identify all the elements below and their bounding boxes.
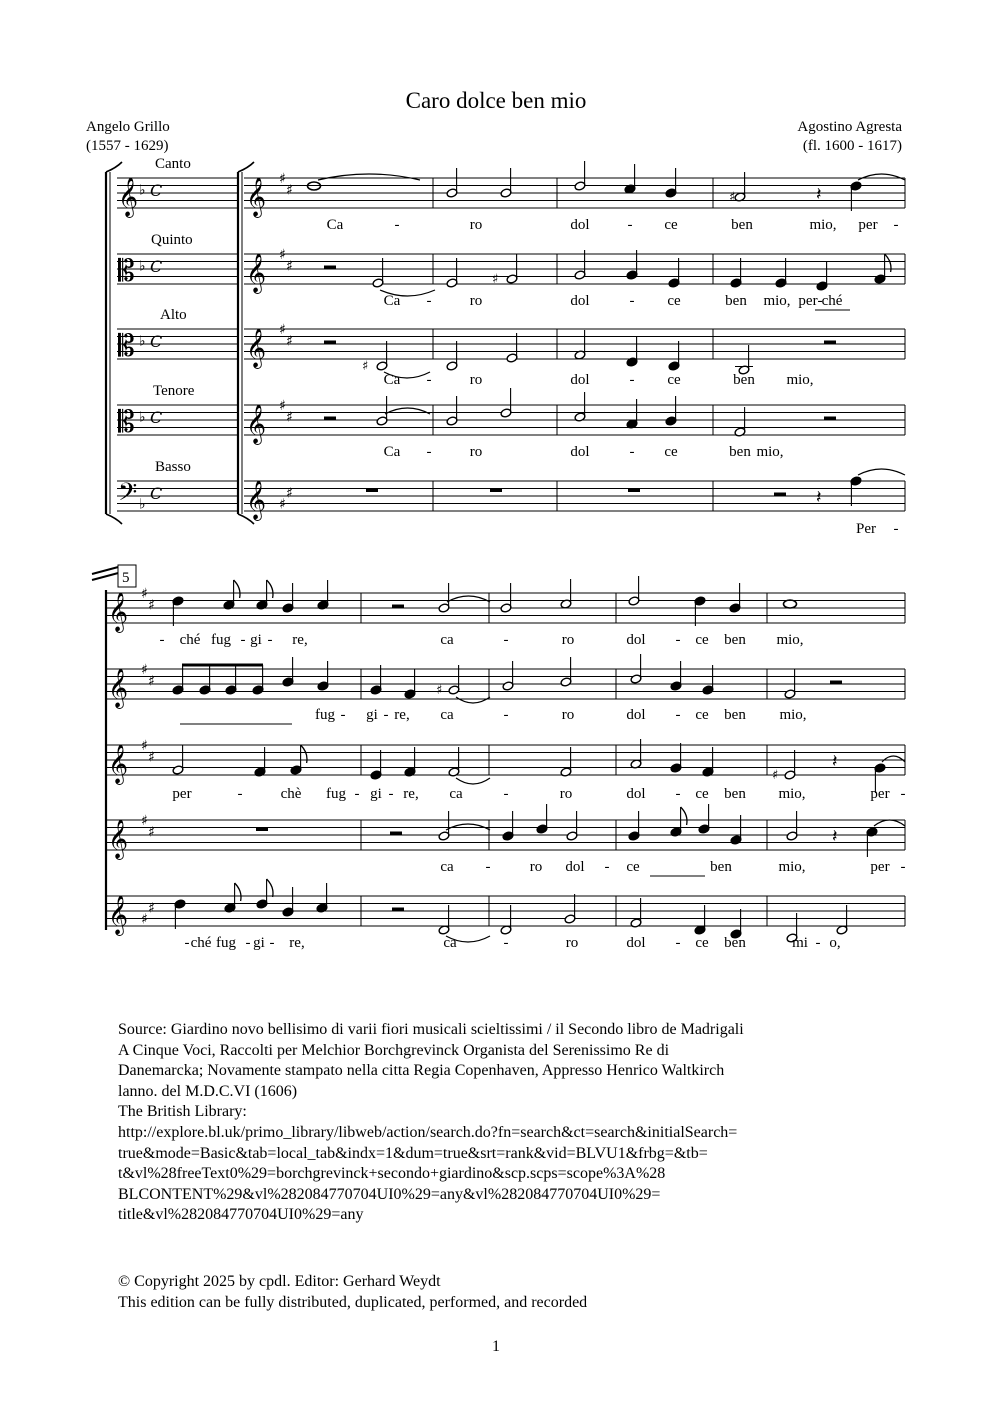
key-flat-icon: ♭ — [139, 409, 146, 426]
tie — [447, 596, 490, 602]
lyric-syllable-alto: Ca — [383, 372, 401, 388]
lyric-syllable-alto: - — [629, 372, 635, 388]
accidental-sharp: ♯ — [362, 359, 369, 374]
half-rest — [390, 832, 402, 836]
half-rest — [774, 493, 786, 497]
lyric-syllable-quinto: - — [340, 707, 346, 723]
lyric-syllable-quinto: ro — [469, 293, 483, 309]
lyric-syllable-canto: ben — [724, 632, 746, 648]
treble-clef-icon: 𝄞 — [246, 253, 267, 293]
key-sharp-icon: ♯ — [148, 749, 155, 766]
lyric-syllable-quinto: ché — [821, 293, 843, 309]
half-rest — [392, 908, 404, 912]
lyric-syllable-tenore: - — [629, 444, 635, 460]
key-flat-icon: ♭ — [139, 258, 146, 275]
lyric-syllable-basso: - — [503, 935, 509, 951]
lyric-syllable-quinto: dol — [570, 293, 590, 309]
lyric-syllable-quinto: ce — [667, 293, 681, 309]
c-clef-icon: 𝄡 — [118, 405, 135, 440]
lyric-syllable-canto: ro — [469, 217, 483, 233]
half-rest — [824, 341, 836, 345]
lyric-syllable-canto: mio, — [776, 632, 804, 648]
note-flag — [267, 580, 273, 598]
lyric-syllable-canto: - — [159, 632, 165, 648]
source-line: Source: Giardino novo bellisimo di varii fiori musicali scieltissimi / il Secondo libro de Madrigali — [118, 1021, 744, 1038]
lyric-syllable-tenore: dol — [565, 859, 585, 875]
lyric-syllable-basso: re, — [289, 935, 305, 951]
lyric-syllable-canto: dol — [570, 217, 590, 233]
lyric-syllable-basso: ro — [565, 935, 579, 951]
measure-number: 5 — [122, 570, 130, 586]
key-sharp-icon: ♯ — [148, 597, 155, 614]
key-sharp-icon: ♯ — [279, 171, 286, 187]
source-url-line: title&vl%282084770704UI0%29=any — [118, 1206, 364, 1224]
lyric-syllable-canto: re, — [292, 632, 308, 648]
half-rest — [824, 417, 836, 421]
time-signature-c: C — [150, 257, 163, 276]
source-url-line: true&mode=Basic&tab=local_tab&indx=1&dum=true&srt=rank&vid=BLVU1&frbg=&tb= — [118, 1144, 708, 1162]
source-line: A Cinque Voci, Raccolti per Melchior Borchgrevinck Organista del Serenissimo Re di — [118, 1041, 670, 1059]
lyric-syllable-basso: - — [184, 935, 190, 951]
lyric-syllable-tenore: ce — [664, 444, 678, 460]
quarter-rest: 𝄽 — [832, 751, 838, 772]
key-sharp-icon: ♯ — [286, 485, 293, 502]
time-signature-c: C — [150, 181, 163, 200]
lyric-syllable-alto: - — [237, 786, 243, 802]
lyric-syllable-canto: - — [675, 632, 681, 648]
lyric-syllable-canto: fug — [211, 632, 231, 648]
composer-dates: (fl. 1600 - 1617) — [802, 138, 902, 154]
lyric-syllable-basso: - — [269, 935, 275, 951]
lyric-syllable-canto: Ca — [326, 217, 344, 233]
whole-rest — [256, 828, 268, 832]
key-sharp-icon: ♯ — [148, 673, 155, 690]
key-flat-icon: ♭ — [139, 333, 146, 350]
lyric-syllable-canto: mio, — [809, 217, 837, 233]
half-rest — [324, 417, 336, 421]
lyric-syllable-canto: - — [267, 632, 273, 648]
lyric-syllable-basso: ché — [190, 935, 212, 951]
lyric-syllable-alto: ca — [449, 786, 463, 802]
lyric-syllable-canto: - — [240, 632, 246, 648]
half-rest — [830, 681, 842, 685]
treble-clef-icon: 𝄞 — [108, 744, 129, 784]
poet-name: Angelo Grillo — [86, 119, 170, 135]
lyric-syllable-quinto: ca — [440, 707, 454, 723]
lyric-syllable-canto: gi — [250, 632, 262, 648]
lyric-syllable-quinto: - — [426, 293, 432, 309]
accidental-sharp: ♯ — [772, 768, 779, 783]
key-sharp-icon: ♯ — [279, 322, 286, 338]
source-url-line: BLCONTENT%29&vl%282084770704UI0%29=any&vl%282084770704UI0%29= — [118, 1185, 661, 1203]
lyric-syllable-quinto: dol — [626, 707, 646, 723]
key-sharp-icon: ♯ — [141, 586, 148, 602]
source-line: Danemarcka; Novamente stampato nella citta Regia Copenhaven, Appresso Henrico Waltkirch — [118, 1062, 725, 1080]
lyric-syllable-canto: - — [503, 632, 509, 648]
source-line: The British Library: — [118, 1103, 247, 1121]
lyric-syllable-basso: - — [893, 521, 899, 537]
lyric-syllable-alto: ro — [559, 786, 573, 802]
key-sharp-icon: ♯ — [286, 258, 293, 275]
treble-clef-icon: 𝄞 — [108, 819, 129, 859]
lyric-syllable-quinto: - — [817, 293, 823, 309]
source-url-line: t&vl%28freeText0%29=borchgrevinck+secondo+giardino&scp.scps=scope%3A%28 — [118, 1165, 666, 1183]
lyric-syllable-tenore: Ca — [383, 444, 401, 460]
key-sharp-icon: ♯ — [279, 247, 286, 263]
lyric-syllable-tenore: ce — [626, 859, 640, 875]
lyric-syllable-basso: dol — [626, 935, 646, 951]
time-signature-c: C — [150, 408, 163, 427]
lyric-syllable-alto: gi — [370, 786, 382, 802]
source-note — [118, 1020, 908, 1226]
lyric-syllable-quinto: ce — [695, 707, 709, 723]
lyric-syllable-quinto: per — [798, 293, 818, 309]
lyric-syllable-alto: - — [503, 786, 509, 802]
lyric-syllable-quinto: - — [503, 707, 509, 723]
lyric-syllable-basso: ben — [724, 935, 746, 951]
lyric-syllable-basso: ca — [443, 935, 457, 951]
poet-dates: (1557 - 1629) — [86, 138, 169, 154]
bass-clef-icon: 𝄢 — [118, 478, 138, 513]
lyric-syllable-tenore: - — [485, 859, 491, 875]
quarter-rest: 𝄽 — [816, 487, 822, 508]
note-flag — [681, 807, 687, 825]
lyric-syllable-tenore: mio, — [756, 444, 784, 460]
c-clef-icon: 𝄡 — [118, 254, 135, 289]
quarter-rest: 𝄽 — [816, 184, 822, 205]
lyric-syllable-basso: - — [815, 935, 821, 951]
lyric-syllable-alto: ben — [724, 786, 746, 802]
lyric-syllable-alto: - — [900, 786, 906, 802]
tie — [456, 697, 490, 703]
tie — [385, 408, 430, 414]
key-sharp-icon: ♯ — [286, 182, 293, 199]
lyric-syllable-alto: mio, — [786, 372, 814, 388]
lyric-syllable-alto: mio, — [778, 786, 806, 802]
lyric-syllable-alto: ro — [469, 372, 483, 388]
lyric-syllable-canto: ché — [179, 632, 201, 648]
lyric-syllable-basso: - — [245, 935, 251, 951]
lyric-syllable-alto: ce — [695, 786, 709, 802]
treble-clef-icon: 𝄞 — [108, 895, 129, 935]
page-number: 1 — [492, 1338, 500, 1355]
lyric-syllable-basso: - — [675, 935, 681, 951]
treble-clef-icon: 𝄞 — [108, 592, 129, 632]
lyric-syllable-canto: dol — [626, 632, 646, 648]
lyric-syllable-tenore: - — [426, 444, 432, 460]
lyric-syllable-quinto: gi — [366, 707, 378, 723]
key-sharp-icon: ♯ — [141, 813, 148, 829]
half-rest — [324, 266, 336, 270]
bracket-hook — [106, 514, 122, 524]
lyric-syllable-quinto: - — [383, 707, 389, 723]
lyric-syllable-alto: re, — [403, 786, 419, 802]
treble-clef-icon: 𝄞 — [246, 177, 267, 217]
tie — [318, 174, 420, 180]
lyric-syllable-tenore: ro — [469, 444, 483, 460]
lyric-syllable-quinto: - — [675, 707, 681, 723]
lyric-syllable-quinto: - — [629, 293, 635, 309]
tie — [858, 469, 905, 475]
lyric-syllable-tenore: ben — [729, 444, 751, 460]
source-url-line: http://explore.bl.uk/primo_library/libweb/action/search.do?fn=search&ct=search&initialSearch= — [118, 1123, 738, 1141]
lyric-syllable-tenore: - — [900, 859, 906, 875]
lyric-syllable-alto: per — [172, 786, 192, 802]
lyric-syllable-quinto: ben — [724, 707, 746, 723]
lyric-syllable-basso: gi — [253, 935, 265, 951]
lyric-syllable-alto: fug — [326, 786, 346, 802]
lyric-syllable-quinto: ro — [561, 707, 575, 723]
time-signature-c: C — [150, 484, 163, 503]
composer-name: Agostino Agresta — [797, 119, 902, 135]
lyric-syllable-tenore: dol — [570, 444, 590, 460]
lyric-syllable-tenore: ben — [710, 859, 732, 875]
quarter-rest: 𝄽 — [832, 826, 838, 847]
lyric-syllable-tenore: - — [604, 859, 610, 875]
lyric-syllable-canto: ce — [664, 217, 678, 233]
key-sharp-icon: ♯ — [141, 662, 148, 678]
lyric-syllable-alto: ben — [733, 372, 755, 388]
note-flag — [235, 883, 241, 901]
copyright-note — [118, 1271, 587, 1313]
lyric-syllable-alto: per — [870, 786, 890, 802]
lyric-syllable-canto: ro — [561, 632, 575, 648]
key-flat-icon: ♭ — [139, 182, 146, 199]
lyric-syllable-tenore: mio, — [778, 859, 806, 875]
whole-rest — [490, 489, 502, 493]
voice-label-alto: Alto — [160, 307, 187, 323]
time-signature-c: C — [150, 332, 163, 351]
lyric-syllable-tenore: ca — [440, 859, 454, 875]
lyric-syllable-basso: mi — [792, 935, 808, 951]
key-sharp-icon: ♯ — [141, 911, 148, 928]
key-sharp-icon: ♯ — [148, 824, 155, 841]
lyric-syllable-quinto: mio, — [779, 707, 807, 723]
lyric-syllable-basso: ce — [695, 935, 709, 951]
piece-title: Caro dolce ben mio — [405, 88, 587, 113]
key-sharp-icon: ♯ — [148, 900, 155, 917]
whole-rest — [366, 489, 378, 493]
lyric-syllable-alto: - — [675, 786, 681, 802]
lyric-syllable-alto: chè — [280, 786, 302, 802]
lyric-syllable-basso: Per — [856, 521, 876, 537]
lyric-syllable-alto: dol — [626, 786, 646, 802]
copyright-line: © Copyright 2025 by cpdl. Editor: Gerhard Weydt — [118, 1273, 441, 1290]
bracket-hook — [238, 162, 254, 172]
treble-clef-icon: 𝄞 — [246, 404, 267, 444]
lyric-syllable-canto: ben — [731, 217, 753, 233]
lyric-syllable-canto: - — [627, 217, 633, 233]
treble-clef-icon: 𝄞 — [246, 328, 267, 368]
lyric-syllable-canto: ca — [440, 632, 454, 648]
note-flag — [234, 580, 240, 598]
accidental-sharp: ♯ — [492, 272, 499, 287]
lyric-syllable-quinto: ben — [725, 293, 747, 309]
c-clef-icon: 𝄡 — [118, 329, 135, 364]
bracket-hook — [106, 162, 122, 172]
note-flag — [267, 879, 273, 897]
accidental-sharp: ♯ — [729, 190, 736, 205]
accidental-sharp: ♯ — [436, 683, 443, 698]
tie — [858, 174, 905, 180]
half-rest — [324, 341, 336, 345]
voice-label-basso: Basso — [155, 459, 191, 475]
key-sharp-icon: ♯ — [279, 398, 286, 414]
lyric-syllable-quinto: re, — [394, 707, 410, 723]
lyric-syllable-tenore: ro — [529, 859, 543, 875]
source-line: lanno. del M.D.C.VI (1606) — [118, 1082, 298, 1100]
key-sharp-icon: ♯ — [141, 738, 148, 754]
lyric-syllable-alto: ce — [667, 372, 681, 388]
whole-rest — [628, 489, 640, 493]
half-rest — [392, 605, 404, 609]
voice-label-tenore: Tenore — [153, 383, 195, 399]
treble-clef-icon: 𝄞 — [246, 480, 267, 520]
lyric-syllable-quinto: fug — [315, 707, 335, 723]
lyric-syllable-basso: o, — [829, 935, 841, 951]
tie — [456, 778, 490, 784]
key-flat-icon: ♭ — [139, 496, 146, 513]
license-line: This edition can be fully distributed, duplicated, performed, and recorded — [118, 1294, 588, 1311]
tie — [874, 820, 905, 826]
lyric-syllable-canto: - — [893, 217, 899, 233]
lyric-syllable-quinto: mio, — [763, 293, 791, 309]
lyric-syllable-canto: - — [394, 217, 400, 233]
note-head — [784, 600, 797, 608]
key-sharp-icon: ♯ — [286, 409, 293, 426]
lyric-syllable-quinto: Ca — [383, 293, 401, 309]
lyric-syllable-alto: - — [426, 372, 432, 388]
lyric-syllable-canto: ce — [695, 632, 709, 648]
tie — [882, 756, 905, 762]
voice-label-quinto: Quinto — [151, 232, 193, 248]
lyric-syllable-canto: per — [858, 217, 878, 233]
treble-clef-icon: 𝄞 — [108, 668, 129, 708]
lyric-syllable-alto: - — [388, 786, 394, 802]
lyric-syllable-basso: fug — [216, 935, 236, 951]
lyric-syllable-tenore: per — [870, 859, 890, 875]
key-sharp-icon: ♯ — [286, 333, 293, 350]
voice-label-canto: Canto — [155, 156, 191, 172]
lyric-syllable-alto: - — [354, 786, 360, 802]
key-sharp-icon: ♯ — [279, 496, 286, 513]
lyric-syllable-alto: dol — [570, 372, 590, 388]
treble-clef-icon: 𝄞 — [118, 177, 139, 217]
